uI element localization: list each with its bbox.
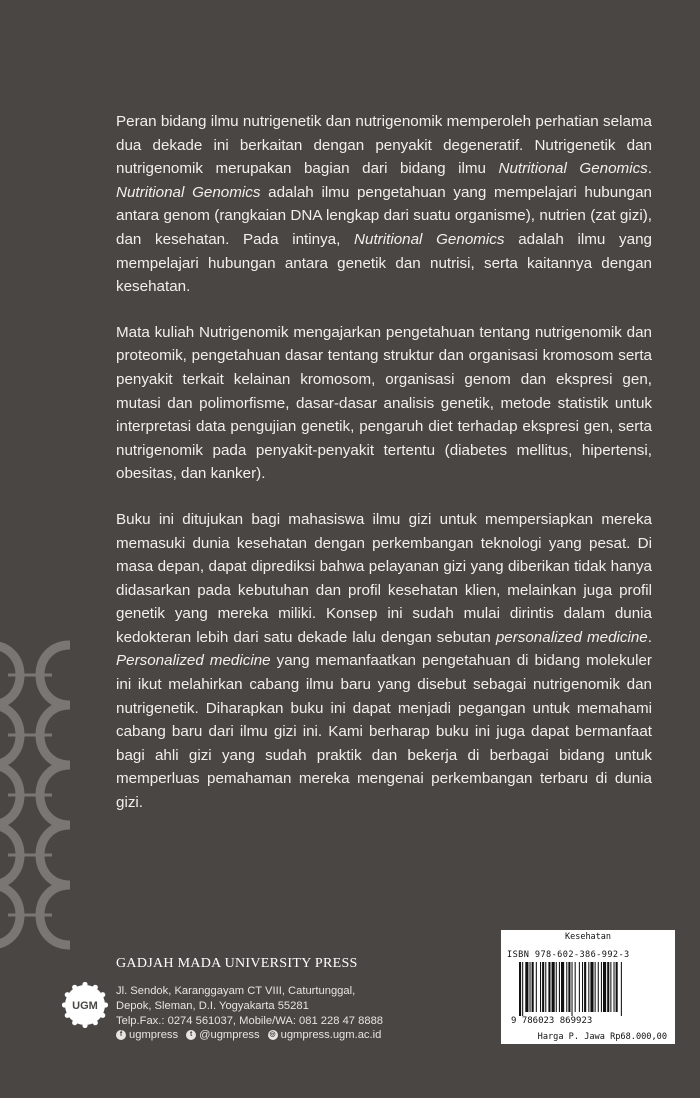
publisher-name: GADJAH MADA UNIVERSITY PRESS (116, 956, 358, 971)
barcode-digits: 9 786023 869923 (511, 1016, 593, 1024)
isbn-barcode-box (501, 930, 675, 1044)
address-line: Jl. Sendok, Karanggayam CT VIII, Caturtunggal, (116, 985, 356, 997)
twitter-handle: @ugmpress (199, 1029, 260, 1042)
web-icon: ◎ (269, 1031, 276, 1039)
publisher-block (62, 956, 482, 1076)
italic-term: Personalized medicine (116, 652, 271, 670)
italic-term: Nutritional Genomics (498, 160, 648, 178)
barcode-bars (511, 962, 669, 1024)
italic-term: Nutritional Genomics (354, 230, 505, 248)
price-label: Harga P. Jawa Rp68.000,00 (537, 1032, 667, 1042)
twitter-icon: t (186, 1030, 196, 1040)
paragraph-3-text-a: Buku ini ditujukan bagi mahasiswa ilmu gizi untuk mempersiapkan mereka memasuki dunia kesehatan dengan perkembangan teknologi yang pesat. Di masa depan, dapat diprediksi bahwa pelayanan gizi yang diberikan tidak hanya didasarkan pada kebutuhan dan profil kesehatan klien, melainkan juga profil genetik yang mereka miliki. Konsep ini sudah mulai dirintis dalam dunia kedokteran lebih dari satu dekade lalu dengan sebutan (116, 510, 652, 646)
website-link[interactable] (268, 1028, 382, 1043)
paragraph-2: Mata kuliah Nutrigenomik mengajarkan pengetahuan tentang nutrigenomik dan proteomik, pengetahuan dasar tentang struktur dan organisasi kromosom serta penyakit terkait kelainan kromosom, organisasi genom dan ekspresi gen, mutasi dan polimorfisme, dasar-dasar analisis genetik, metode statistik untuk interpretasi data pengujian genetik, pengaruh diet terhadap ekspresi gen, serta nutrigenomik pada penyakit-penyakit tertentu (diabetes mellitus, hipertensi, obesitas, dan kanker). (116, 323, 652, 483)
social-links (116, 1028, 383, 1043)
publisher-address (116, 984, 383, 1043)
dna-helix-icon (0, 625, 70, 965)
paragraph-1-text-c: . (647, 160, 652, 178)
isbn-text: ISBN 978-602-386-992-3 (507, 950, 630, 960)
paragraph-3-text-c: . (647, 628, 652, 646)
address-line: Telp.Fax.: 0274 561037, Mobile/WA: 081 228 47 8888 (116, 1014, 384, 1027)
ugm-logo (62, 982, 108, 1028)
facebook-link[interactable] (116, 1028, 178, 1043)
back-cover-blurb (116, 110, 652, 837)
paragraph-1-text-g: adalah ilmu yang mempelajari hubungan antara genetik dan nutrisi, serta kaitannya dengan kesehatan. (116, 230, 652, 296)
paragraph-3 (116, 508, 652, 815)
ugm-logo-text: UGM (72, 1000, 98, 1012)
website-url: ugmpress.ugm.ac.id (280, 1029, 382, 1042)
facebook-handle: ugmpress (129, 1029, 179, 1042)
address-line: Depok, Sleman, D.I. Yogyakarta 55281 (116, 999, 309, 1012)
paragraph-1 (116, 110, 652, 299)
paragraph-1-text-e: adalah ilmu pengetahuan yang mempelajari hubungan antara genom (rangkaian DNA lengkap dari suatu organisme), nutrien (zat gizi), dan kesehatan. Pada intinya, (116, 183, 652, 248)
italic-term: Nutritional Genomics (116, 183, 261, 201)
paragraph-3-text-e: yang memanfaatkan pengetahuan di bidang molekuler ini ikut melahirkan cabang ilmu baru yang disebut sebagai nutrigenomik dan nutrigenetik. Diharapkan buku ini dapat menjadi pegangan untuk memahami cabang baru dari ilmu gizi ini. Kami berharap buku ini juga dapat bermanfaat bagi ahli gizi yang sudah praktik dan bekerja di berbagai bidang untuk memperluas pemahaman mereka mengenai perkembangan terbaru di dunia gizi. (116, 652, 652, 812)
italic-term: personalized medicine (495, 628, 648, 646)
category-label: Kesehatan (564, 932, 612, 942)
paragraph-1-text-a: Peran bidang ilmu nutrigenetik dan nutrigenomik memperoleh perhatian selama dua dekade ini berkaitan dengan penyakit degeneratif. Nutrigenetik dan nutrigenomik merupakan bagian dari bidang ilmu (116, 113, 652, 178)
facebook-icon: f (116, 1030, 126, 1040)
twitter-link[interactable] (186, 1028, 259, 1043)
